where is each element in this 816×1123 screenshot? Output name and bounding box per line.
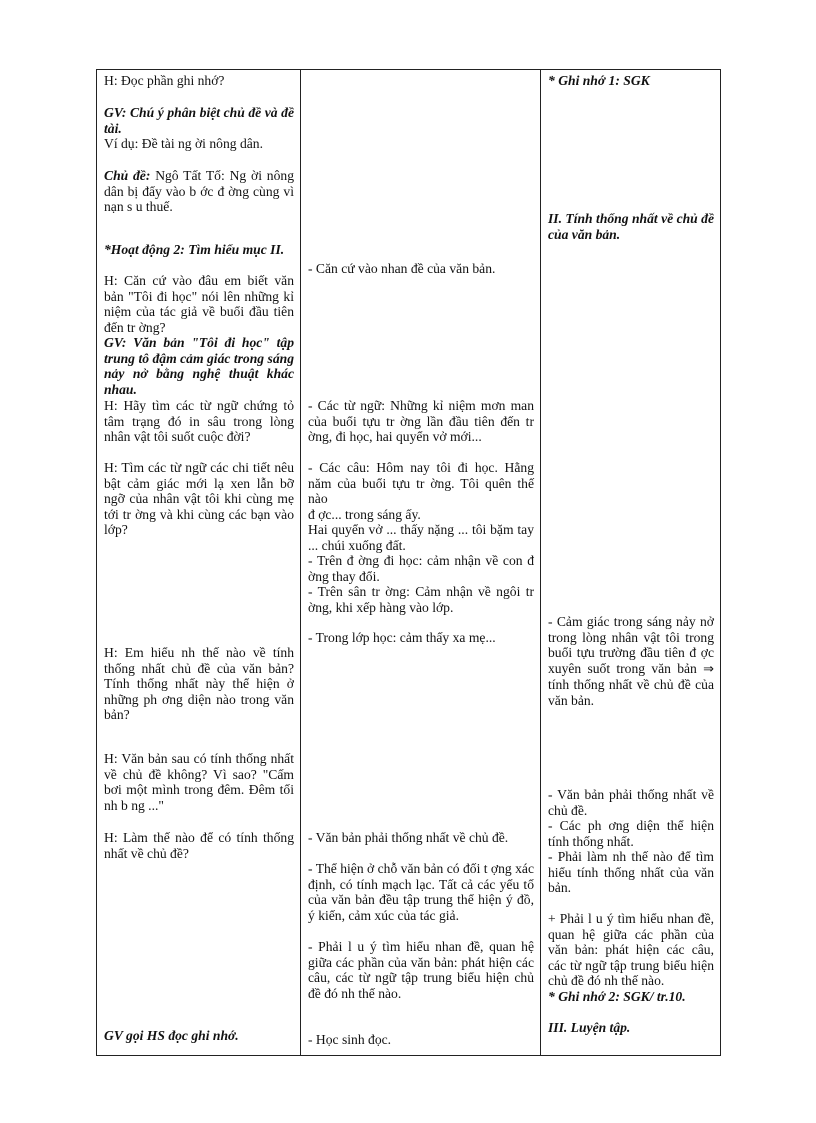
answer-text: Hai quyển vở ... thấy nặng ... tôi bặm tay ... chúi xuống đất. [308,522,534,553]
activity-heading: *Hoạt động 2: Tìm hiểu mục II. [104,242,285,257]
question-text: H: Em hiểu nh thế nào về tính thống nhất chủ đề của văn bản? Tính thống nhất này thể hiện ở những ph ơng diện nào trong văn bản? [104,645,294,723]
question-text: H: Văn bản sau có tính thống nhất về chủ đề không? Vì sao? "Cấm bơi một mình trong đêm. Đêm tối nh b ng ..." [104,751,294,813]
example-text: Ví dụ: Đề tài ng ời nông dân. [104,136,263,151]
question-text: H: Hãy tìm các từ ngữ chứng tỏ tâm trạng đó in sâu trong lòng nhân vật tôi suốt cuộc đời? [104,398,294,445]
answer-text: - Thể hiện ở chỗ văn bản có đối t ợng xác định, có tính mạch lạc. Tất cả các yếu tố của văn bản đều tập trung thể hiện ý đồ, ý kiến, cảm xúc của tác giả. [308,861,534,923]
teacher-note: GV: Chú ý phân biệt chủ đề và đề tài. [104,105,294,136]
note-tail: tính thống nhất về chủ đề của văn bản. [548,677,714,708]
note-text: - Các ph ơng diện thể hiện tính thống nhất. [548,818,714,849]
question-text: H: Làm thế nào để có tính thống nhất về chủ đề? [104,830,294,861]
note-text: + Phải l u ý tìm hiểu nhan đề, quan hệ giữa các phần của văn bản: phát hiện các câu, các từ ngữ tập trung biểu hiện chủ đề đó nh thế nào. [548,911,714,989]
question-text: H: Căn cứ vào đâu em biết văn bản "Tôi đi học" nói lên những kỉ niệm của tác giả về buổi đầu tiên đến tr ờng? [104,273,294,335]
answer-text: - Phải l u ý tìm hiểu nhan đề, quan hệ giữa các phần của văn bản: phát hiện các câu, các từ ngữ tập trung biểu hiện chủ đề đó nh thế nào. [308,939,534,1001]
note-heading: * Ghi nhớ 1: SGK [548,73,650,88]
answer-text: - Trong lớp học: cảm thấy xa mẹ... [308,630,496,645]
note-text: - Phải làm nh thế nào để tìm hiểu tính thống nhất của văn bản. [548,849,714,896]
note-heading: * Ghi nhớ 2: SGK/ tr.10. [548,989,686,1004]
note-text: - Văn bản phải thống nhất về chủ đề. [548,787,714,818]
section-heading: III. Luyện tập. [548,1020,631,1035]
answer-text: - Trên đ ờng đi học: cảm nhận về con đ ờng thay đổi. [308,553,534,584]
theme-text: Ngô Tất Tố: Ng ời nông dân bị đẩy vào b ớc đ ờng cùng vì nạn s u thuế. [104,168,294,215]
student-answer-column [301,70,540,1055]
implies-arrow-icon: ⇒ [703,661,714,677]
question-text: H: Đọc phần ghi nhớ? [104,73,225,88]
answer-text: - Trên sân tr ờng: Cảm nhận về ngôi tr ờng, khi xếp hàng vào lớp. [308,584,534,615]
teacher-instruction: GV gọi HS đọc ghi nhớ. [104,1028,239,1043]
question-text: H: Tìm các từ ngữ các chi tiết nêu bật cảm giác mới lạ xen lẫn bỡ ngỡ của nhân vật tôi khi cùng mẹ tới tr ờng và khi cùng các bạn vào lớp? [104,460,294,538]
notes-column [541,70,721,1055]
answer-text: - Văn bản phải thống nhất về chủ đề. [308,830,509,845]
teacher-note: GV: Văn bản "Tôi đi học" tập trung tô đậm cảm giác trong sáng nảy nở bằng nghệ thuật khác nhau. [104,335,294,397]
lesson-table [96,69,721,1056]
answer-text: - Học sinh đọc. [308,1032,392,1047]
answer-text: đ ợc... trong sáng ấy. [308,507,421,522]
answer-text: - Các từ ngữ: Những kỉ niệm mơn man của buổi tựu tr ờng lần đầu tiên đến tr ờng, đi học, hai quyển vở mới... [308,398,534,445]
answer-text: - Căn cứ vào nhan đề của văn bản. [308,261,496,276]
note-text [548,614,714,709]
section-heading: II. Tính thống nhất về chủ đề của văn bản. [548,211,714,242]
answer-text: - Các câu: Hôm nay tôi đi học. Hằng năm của buổi tựu tr ờng. Tôi quên thế nào [308,460,534,507]
theme-example [104,168,294,215]
theme-label: Chủ đề: [104,168,151,183]
teacher-activity-column [97,70,300,1055]
note-body: - Cảm giác trong sáng nảy nở trong lòng nhân vật tôi trong buổi tựu trường đầu tiên đ ợc xuyên suốt trong văn bản [548,614,714,676]
